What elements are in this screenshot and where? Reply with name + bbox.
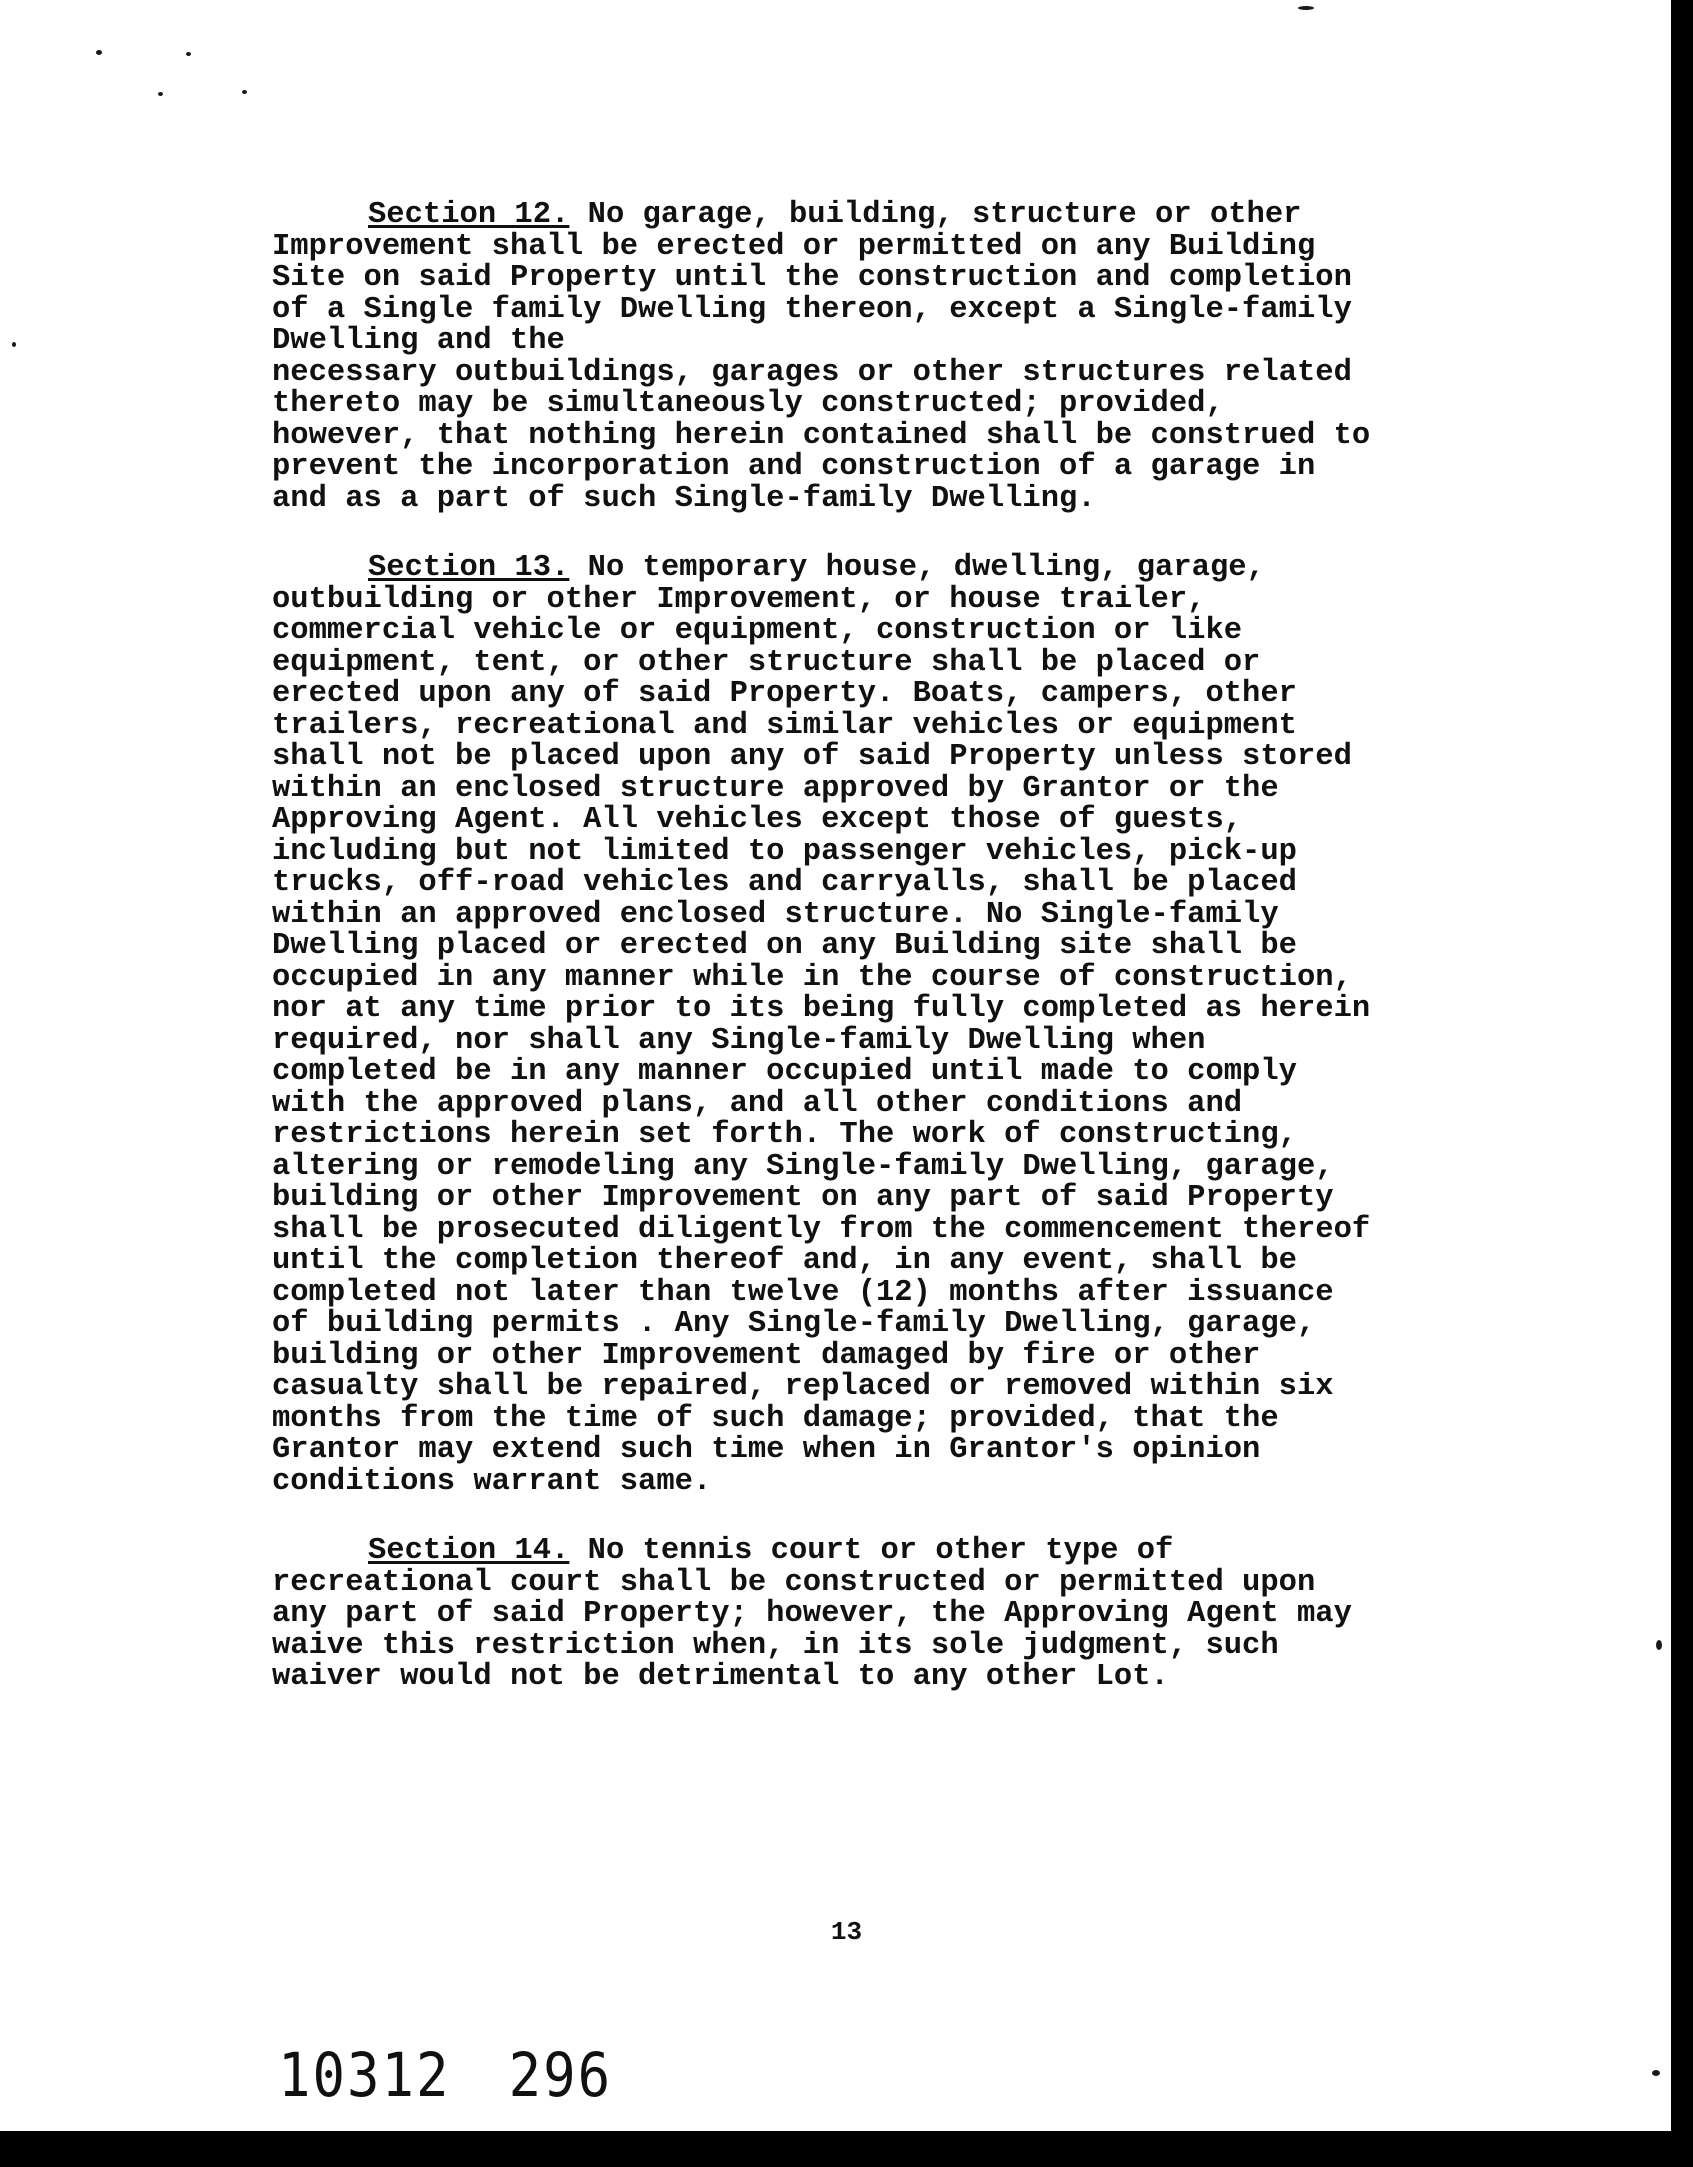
section-heading: Section 14. xyxy=(368,1534,570,1568)
text-line: within an enclosed structure approved by Grantor or the xyxy=(272,771,1279,806)
text-line: building or other Improvement damaged by fire or other xyxy=(272,1338,1261,1373)
section-12 xyxy=(272,200,1452,515)
scan-border-bottom xyxy=(0,2131,1693,2167)
scan-speck xyxy=(12,342,16,347)
text-line: including but not limited to passenger vehicles, pick-up xyxy=(272,834,1297,869)
scan-speck xyxy=(1656,1640,1662,1650)
text-line: shall be prosecuted diligently from the commencement thereof xyxy=(272,1212,1371,1247)
stamp-page-number: 296 xyxy=(508,2040,613,2111)
text-line: Grantor may extend such time when in Grantor's opinion xyxy=(272,1433,1261,1467)
text-line: required, nor shall any Single-family Dwelling when xyxy=(272,1023,1206,1058)
text-line: nor at any time prior to its being fully completed as herein xyxy=(272,992,1371,1026)
text-line: until the completion thereof and, in any event, shall be xyxy=(272,1244,1297,1278)
text-line: completed not later than twelve (12) months after issuance xyxy=(272,1275,1334,1310)
page-number: 13 xyxy=(830,1917,863,1947)
text-line: casualty shall be repaired, replaced or removed within six xyxy=(272,1370,1334,1404)
text-line: equipment, tent, or other structure shall be placed or xyxy=(272,645,1261,680)
text-line: Approving Agent. All vehicles except those of guests, xyxy=(272,803,1243,837)
text-line: and as a part of such Single-family Dwelling. xyxy=(272,481,1096,516)
text-line: Section 12. No garage, building, structure or other xyxy=(368,198,1302,232)
text-line: shall not be placed upon any of said Property unless stored xyxy=(272,740,1352,774)
text-line: altering or remodeling any Single-family Dwelling, garage, xyxy=(272,1149,1334,1184)
text-line: restrictions herein set forth. The work of constructing, xyxy=(272,1118,1297,1152)
text-line: commercial vehicle or equipment, construction or like xyxy=(272,614,1243,648)
text-line: necessary outbuildings, garages or other structures related xyxy=(272,355,1352,390)
scan-speck xyxy=(1298,6,1314,10)
text-line: Dwelling placed or erected on any Building site shall be xyxy=(272,929,1297,963)
section-14 xyxy=(272,1536,1452,1694)
scan-speck xyxy=(1652,2070,1660,2076)
text-line: months from the time of such damage; provided, that the xyxy=(272,1401,1279,1436)
text-line: Site on said Property until the construction and completion xyxy=(272,261,1352,295)
text-line: erected upon any of said Property. Boats, campers, other xyxy=(272,677,1297,711)
text-line: waiver would not be detrimental to any other Lot. xyxy=(272,1660,1169,1694)
text-line: trucks, off-road vehicles and carryalls, shall be placed xyxy=(272,866,1297,900)
text-line: thereto may be simultaneously constructed; provided, xyxy=(272,387,1224,421)
text-line: trailers, recreational and similar vehicles or equipment xyxy=(272,708,1297,743)
text-line: building or other Improvement on any part of said Property xyxy=(272,1181,1334,1215)
document-body xyxy=(272,200,1452,1732)
section-heading: Section 12. xyxy=(368,198,570,232)
text-line: Dwelling and the xyxy=(272,324,565,358)
document-stamp-number xyxy=(278,2040,670,2111)
text-line: Section 13. No temporary house, dwelling, garage, xyxy=(368,551,1265,585)
scan-speck xyxy=(242,90,247,94)
scan-border-right xyxy=(1671,0,1693,2167)
text-line: of a Single family Dwelling thereon, except a Single-family xyxy=(272,292,1352,327)
scan-speck xyxy=(96,50,102,55)
text-line: recreational court shall be constructed or permitted upon xyxy=(272,1565,1316,1600)
scan-speck xyxy=(158,92,163,96)
text-line: however, that nothing herein contained shall be construed to xyxy=(272,418,1371,453)
text-line: of building permits . Any Single-family Dwelling, garage, xyxy=(272,1307,1316,1341)
text-line: Improvement shall be erected or permitted on any Building xyxy=(272,229,1316,264)
text-line: within an approved enclosed structure. No Single-family xyxy=(272,897,1279,932)
stamp-book-number: 10312 xyxy=(278,2040,451,2111)
section-13 xyxy=(272,553,1452,1498)
text-line: any part of said Property; however, the Approving Agent may xyxy=(272,1597,1352,1631)
text-line: prevent the incorporation and construction of a garage in xyxy=(272,450,1316,484)
text-line: Section 14. No tennis court or other type of xyxy=(368,1534,1174,1568)
text-line: with the approved plans, and all other conditions and xyxy=(272,1086,1243,1121)
text-line: conditions warrant same. xyxy=(272,1464,712,1499)
text-line: waive this restriction when, in its sole judgment, such xyxy=(272,1628,1279,1663)
scan-speck xyxy=(186,52,191,56)
section-heading: Section 13. xyxy=(368,551,570,585)
text-line: completed be in any manner occupied until made to comply xyxy=(272,1055,1297,1089)
text-line: occupied in any manner while in the course of construction, xyxy=(272,960,1352,995)
text-line: outbuilding or other Improvement, or house trailer, xyxy=(272,582,1206,617)
